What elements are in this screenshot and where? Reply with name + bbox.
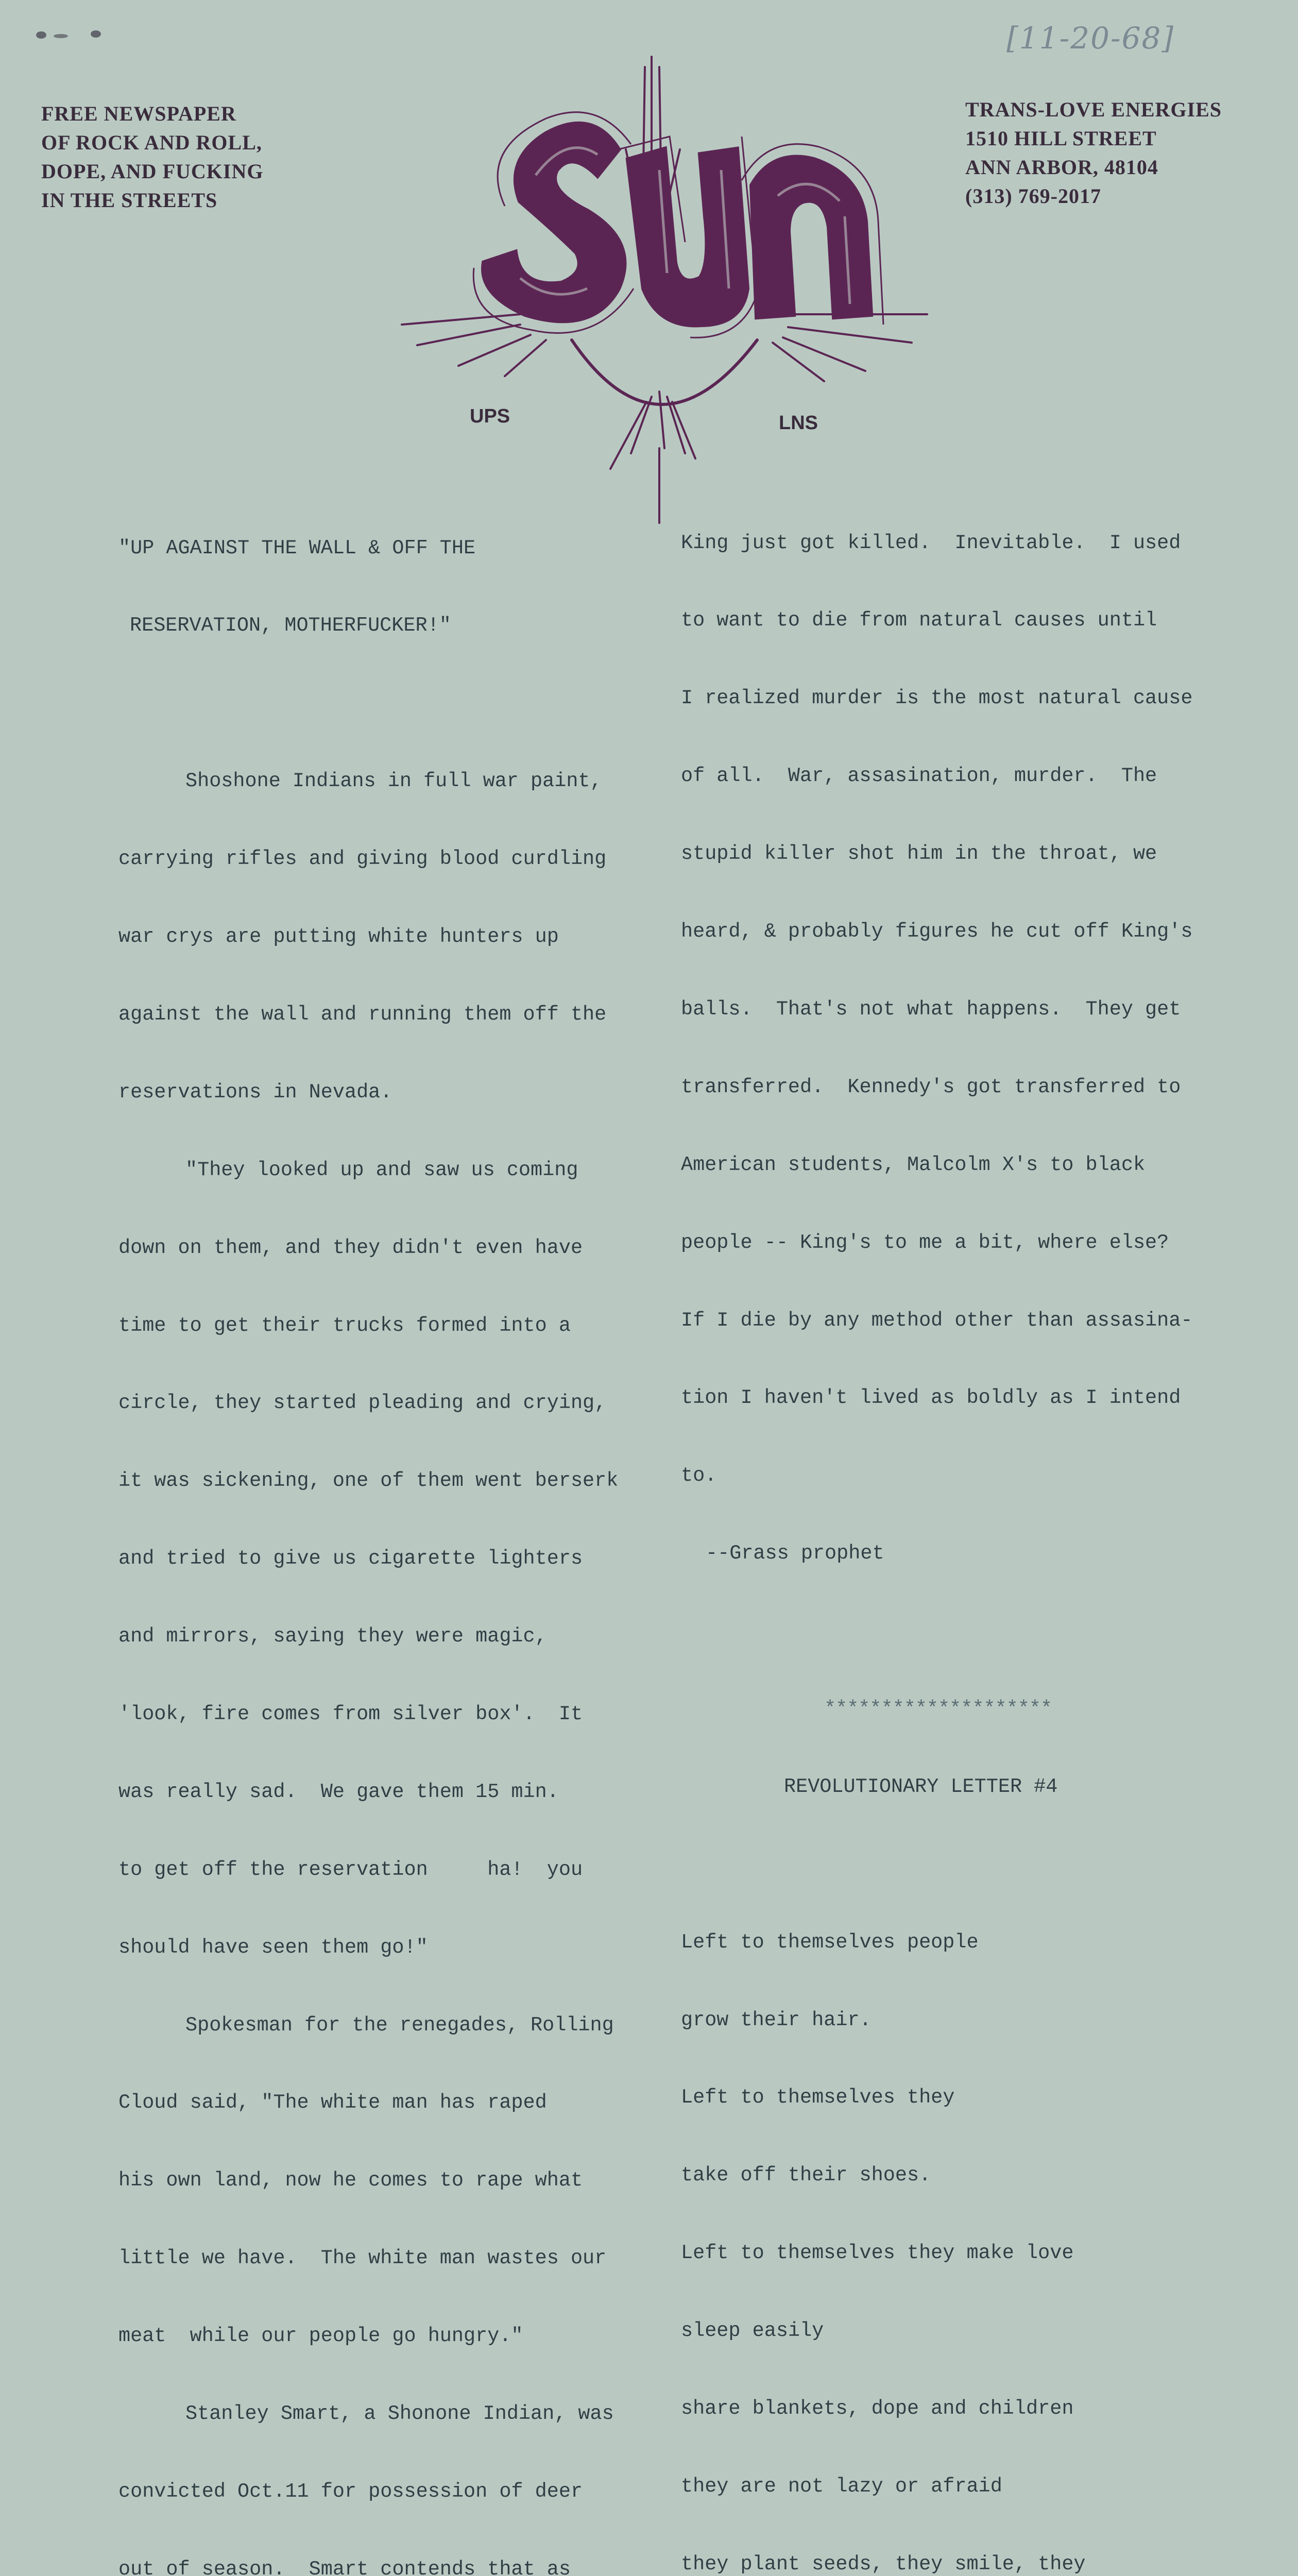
text-line: Cloud said, "The white man has raped <box>118 2091 547 2114</box>
slogan-line: IN THE STREETS <box>41 189 218 212</box>
text-line: balls. That's not what happens. They get <box>681 997 1181 1021</box>
text-line: heard, & probably figures he cut off King's <box>681 920 1193 943</box>
publisher-address <box>965 95 1222 211</box>
right-column <box>681 478 1258 2576</box>
text-line: circle, they started pleading and crying, <box>118 1392 607 1415</box>
poem-line: sleep easily <box>681 2319 824 2343</box>
poem-line: they are not lazy or afraid <box>681 2475 1002 2498</box>
separator-stars: ******************** <box>824 1697 1052 1720</box>
text-line: against the wall and running them off the <box>118 1003 607 1026</box>
sun-logo <box>350 46 984 541</box>
wire-service-ups: UPS <box>470 405 510 427</box>
poem-line: they plant seeds, they smile, they <box>681 2552 1086 2575</box>
ink-smudge <box>31 15 118 52</box>
poem-line: take off their shoes. <box>681 2164 931 2187</box>
text-line: and mirrors, saying they were magic, <box>118 1625 547 1648</box>
text-line: and tried to give us cigarette lighters <box>118 1547 583 1570</box>
street-address: 1510 HILL STREET <box>965 127 1157 150</box>
article-signature: --Grass prophet <box>706 1542 884 1565</box>
text-line: his own land, now he comes to rape what <box>118 2169 583 2192</box>
masthead-slogan <box>41 99 263 215</box>
text-line: convicted Oct.11 for possession of deer <box>118 2480 583 2503</box>
poem-line: Left to themselves people <box>681 1930 979 1954</box>
headline-line: "UP AGAINST THE WALL & OFF THE <box>118 536 476 560</box>
left-column <box>118 483 644 2576</box>
poem-line: Left to themselves they <box>681 2086 955 2109</box>
text-line: war crys are putting white hunters up <box>118 925 559 948</box>
text-line: to. <box>681 1464 717 1487</box>
text-line: meat while our people go hungry." <box>118 2325 523 2348</box>
poem-line: grow their hair. <box>681 2008 872 2031</box>
city-zip: ANN ARBOR, 48104 <box>965 156 1158 179</box>
slogan-line: FREE NEWSPAPER <box>41 102 236 125</box>
handwritten-date: [11-20-68] <box>1006 21 1174 56</box>
text-line: American students, Malcolm X's to black <box>681 1153 1146 1176</box>
text-line: carrying rifles and giving blood curdling <box>118 848 607 871</box>
text-line: to want to die from natural causes until <box>681 609 1157 632</box>
text-line: If I die by any method other than assasina- <box>681 1309 1193 1332</box>
text-line: Shoshone Indians in full war paint, <box>185 770 602 793</box>
text-line: transferred. Kennedy's got transferred to <box>681 1075 1181 1098</box>
poem-line: Left to themselves they make love <box>681 2242 1074 2265</box>
text-line: I realized murder is the most natural cause <box>681 687 1193 710</box>
text-line: was really sad. We gave them 15 min. <box>118 1780 559 1803</box>
text-line: stupid killer shot him in the throat, we <box>681 842 1157 866</box>
text-line: Spokesman for the renegades, Rolling <box>185 2013 614 2037</box>
text-line: out of season. Smart contends that as <box>118 2557 571 2576</box>
text-line: it was sickening, one of them went berserk <box>118 1469 619 1493</box>
text-line: time to get their trucks formed into a <box>118 1314 571 1337</box>
text-line: Stanley Smart, a Shonone Indian, was <box>185 2402 614 2425</box>
text-line: "They looked up and saw us coming <box>185 1158 578 1181</box>
text-line: King just got killed. Inevitable. I used <box>681 531 1181 554</box>
wire-service-lns: LNS <box>779 412 818 434</box>
phone-number: (313) 769-2017 <box>965 184 1101 208</box>
slogan-line: DOPE, AND FUCKING <box>41 160 264 183</box>
text-line: little we have. The white man wastes our <box>118 2247 607 2270</box>
text-line: should have seen them go!" <box>118 1936 428 1959</box>
text-line: to get off the reservation ha! you <box>118 1858 583 1881</box>
text-line: 'look, fire comes from silver box'. It <box>118 1702 583 1725</box>
text-line: tion I haven't lived as boldly as I intend <box>681 1386 1181 1410</box>
headline-line: RESERVATION, MOTHERFUCKER!" <box>130 614 451 637</box>
text-line: people -- King's to me a bit, where else? <box>681 1231 1169 1254</box>
poem-line: share blankets, dope and children <box>681 2397 1074 2420</box>
text-line: of all. War, assasination, murder. The <box>681 765 1157 788</box>
letter-title: REVOLUTIONARY LETTER #4 <box>784 1775 1058 1798</box>
text-line: down on them, and they didn't even have <box>118 1236 583 1259</box>
slogan-line: OF ROCK AND ROLL, <box>41 131 262 154</box>
text-line: reservations in Nevada. <box>118 1080 392 1104</box>
publisher-name: TRANS-LOVE ENERGIES <box>965 98 1222 121</box>
